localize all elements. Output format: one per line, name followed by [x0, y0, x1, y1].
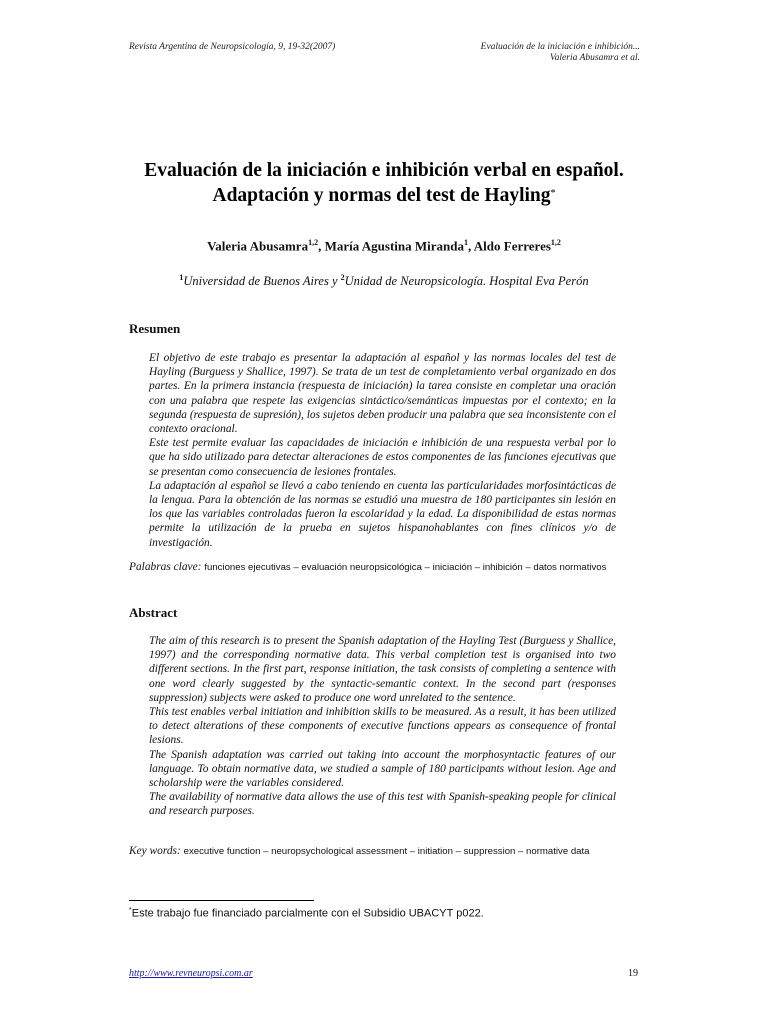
author-separator: , [467, 238, 474, 254]
keywords-label: Key words [129, 845, 177, 857]
keywords-value: funciones ejecutivas – evaluación neuropsicológica – iniciación – inhibición – datos normativos [204, 562, 607, 573]
author-name: Valeria Abusamra [207, 238, 309, 254]
title-line-2 [0, 183, 768, 208]
keywords-en: Key words: executive function – neuropsychological assessment – initiation – suppression – normative data [129, 845, 590, 857]
author-name: Aldo Ferreres [473, 238, 551, 254]
paragraph: El objetivo de este trabajo es presentar la adaptación al español y las normas locales del test de Hayling (Burguess y Shallice, 1997). Se trata de un test de completamiento verbal organizado en dos partes. En la primera instancia (respuesta de iniciación) la tarea consiste en completar una oración con una palabra que respete las exigencias sintáctico/semánticas impuestas por el contexto; en la segunda (respuesta de supresión), los sujetos deben producir una palabra que sea inconsistente con el contexto oracional. [149, 352, 616, 436]
author-list [0, 238, 768, 254]
footnote-text: Este trabajo fue financiado parcialmente con el Subsidio UBACYT p022. [131, 907, 484, 920]
affiliation-text: Unidad de Neuropsicología. Hospital Eva Perón [344, 274, 589, 289]
author-affiliation-mark: 1,2 [308, 238, 319, 247]
footnote-mark: * [129, 907, 132, 914]
affiliation-mark: 2 [340, 273, 345, 282]
paragraph: The aim of this research is to present the Spanish adaptation of the Hayling Test (Burguess y Shallice, 1997) and the corresponding normative data. This verbal completion test is organised into two different sections. In the first part, response initiation, the task consists of completing a sentence with one word clearly suggested by the syntactic-semantic context. In the second part (responses suppression) subjects were asked to produce one word unrelated to the sentence. [149, 635, 616, 704]
section-heading-resumen: Resumen [129, 321, 181, 336]
paper-title [0, 158, 768, 208]
author-affiliation-mark: 1 [463, 238, 468, 247]
section-heading-abstract: Abstract [129, 605, 178, 620]
affiliation-mark: 1 [179, 273, 184, 282]
resumen-body [149, 351, 616, 550]
author-name: María Agustina Miranda [324, 238, 464, 254]
running-header [400, 42, 640, 63]
author-separator: , [318, 238, 325, 254]
abstract-body [149, 634, 616, 819]
paragraph: The availability of normative data allows the use of this test with Spanish-speaking people for clinical and research purposes. [149, 791, 616, 818]
running-title: Evaluación de la iniciación e inhibición... [480, 42, 640, 52]
keywords-es: Palabras clave: funciones ejecutivas – evaluación neuropsicológica – iniciación – inhibición – datos normativos [129, 561, 607, 573]
paragraph: This test enables verbal initiation and inhibition skills to be measured. As a result, it has been utilized to detect alterations of these components of executive functions appears as consequence of frontal lesions. [149, 706, 616, 747]
page-number: 19 [628, 968, 638, 979]
keywords-value: executive function – neuropsychological assessment – initiation – suppression – normative data [183, 846, 590, 857]
author-affiliation-mark: 1,2 [550, 238, 561, 247]
footnote-divider [129, 900, 314, 901]
footnote [129, 907, 484, 920]
affiliation-text: Universidad de Buenos Aires y [183, 274, 341, 289]
affiliations [0, 273, 768, 289]
title-footnote-mark: * [550, 188, 556, 199]
paragraph: The Spanish adaptation was carried out taking into account the morphosyntactic features of our language. To obtain normative data, we studied a sample of 180 participants without lesion. Age and scholarship were the variables considered. [149, 748, 616, 790]
title-line-2-text: Adaptación y normas del test de Hayling [212, 185, 551, 206]
paragraph: La adaptación al español se llevó a cabo teniendo en cuenta las particularidades morfosintácticas de la lengua. Para la obtención de las normas se estudió una muestra de 180 participantes sin lesión en los que las variables controladas fueron la escolaridad y la edad. La disponibilidad de estas normas permite la utilización de la prueba en sujetos hispanohablantes con fines clínicos y/o de investigación. [149, 479, 616, 549]
journal-citation: Revista Argentina de Neuropsicología, 9, 19-32(2007) [129, 42, 336, 52]
running-authors: Valeria Abusamra et al. [549, 53, 640, 63]
title-line-1: Evaluación de la iniciación e inhibición verbal en español. [144, 160, 624, 181]
keywords-label: Palabras clave [129, 561, 198, 573]
paragraph: Este test permite evaluar las capacidades de iniciación e inhibición de una respuesta verbal por lo que ha sido utilizado para detectar alteraciones de estos componentes de las funciones ejecutivas que se presentan como consecuencia de lesiones frontales. [149, 437, 616, 478]
journal-url-link[interactable]: http://www.revneuropsi.com.ar [129, 968, 253, 979]
